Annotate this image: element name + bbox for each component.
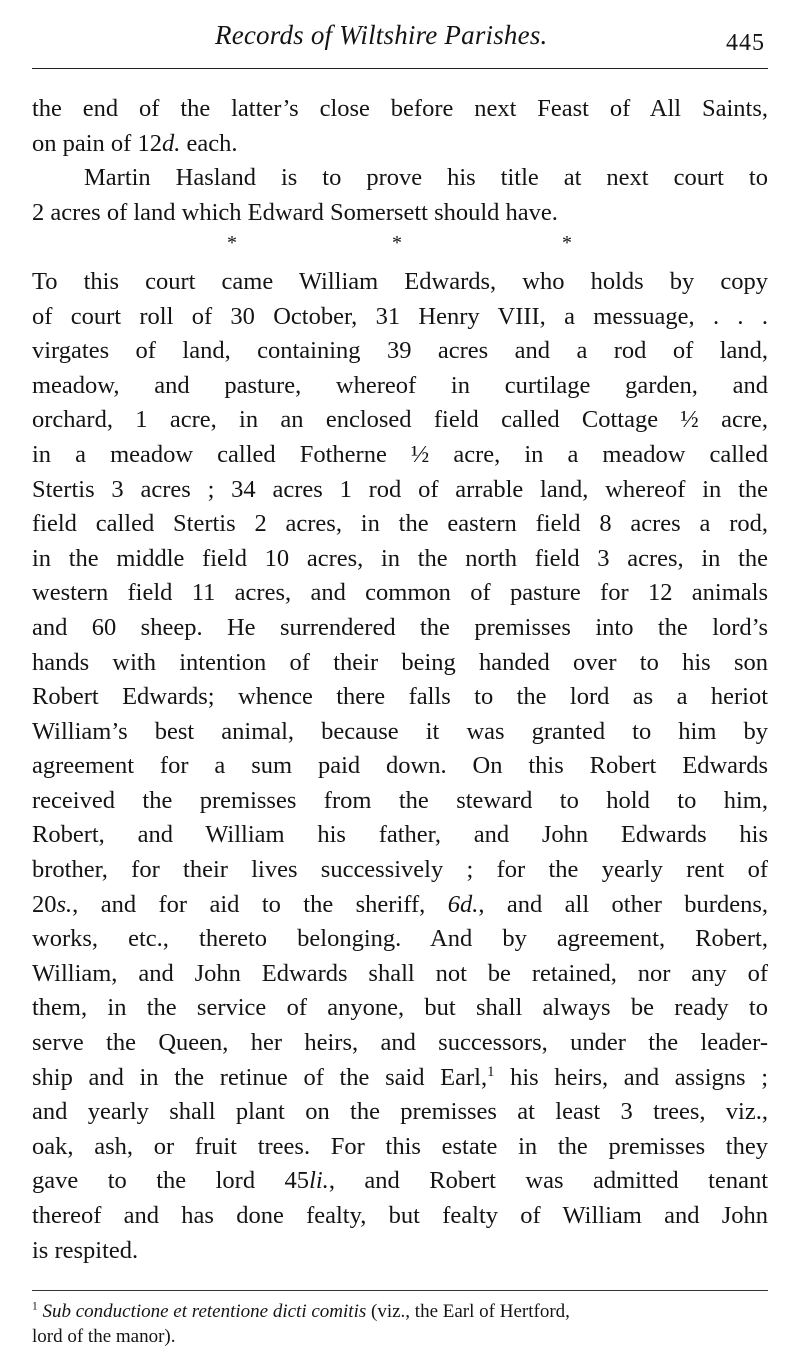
text-line: Robert, and William his father, and John Edwards his <box>32 821 768 849</box>
section-separator <box>32 224 768 259</box>
text-line: is respited. <box>32 1236 139 1264</box>
text-line: western field 11 acres, and common of pasture for 12 animals <box>32 579 768 607</box>
text-line: William’s best animal, because it was granted to him by <box>32 717 768 745</box>
footnote-marker: 1 <box>32 1300 38 1313</box>
text-line: 2 acres of land which Edward Somersett should have. <box>32 198 558 226</box>
running-head <box>0 20 800 60</box>
footnote-text: (viz., the Earl of Hertford, <box>366 1301 570 1322</box>
text-line: gave to the lord 45li., and Robert was admitted tenant <box>32 1167 769 1195</box>
body-text <box>32 92 768 1268</box>
text-line: brother, for their lives successively ; for the yearly rent of <box>32 856 768 884</box>
footnote-rule <box>32 1290 768 1291</box>
footnote-latin: Sub conductione et retentione dicti comitis <box>42 1301 367 1322</box>
text-line: virgates of land, containing 39 acres and a rod of land, <box>32 337 768 365</box>
footnote <box>32 1300 768 1349</box>
footnote-ref: 1 <box>487 1063 495 1080</box>
text-line: and yearly shall plant on the premisses at least 3 trees, viz., <box>32 1098 768 1126</box>
text-line: of court roll of 30 October, 31 Henry VIII, a messuage, . . . <box>32 302 768 330</box>
text-line: serve the Queen, her heirs, and successors, under the leader- <box>32 1029 768 1057</box>
text-line: the end of the latter’s close before next Feast of All Saints, <box>32 95 768 122</box>
running-title: Records of Wiltshire Parishes. <box>215 20 548 50</box>
text-line: William, and John Edwards shall not be retained, nor any of <box>32 959 768 987</box>
text-line: To this court came William Edwards, who holds by copy <box>32 267 768 295</box>
separator-star: * <box>227 232 237 255</box>
text-line: hands with intention of their being handed over to his son <box>32 648 768 676</box>
text-line: agreement for a sum paid down. On this Robert Edwards <box>32 752 768 780</box>
text-line: Martin Hasland is to prove his title at next court to <box>84 164 768 192</box>
text-line: in a meadow called Fotherne ½ acre, in a meadow called <box>32 440 768 468</box>
text-line: Stertis 3 acres ; 34 acres 1 rod of arrable land, whereof in the <box>32 475 768 503</box>
text-line: field called Stertis 2 acres, in the eastern field 8 acres a rod, <box>32 510 768 538</box>
text-line: and 60 sheep. He surrendered the premisses into the lord’s <box>32 613 768 641</box>
text-line: orchard, 1 acre, in an enclosed field called Cottage ½ acre, <box>32 406 768 434</box>
text-line: thereof and has done fealty, but fealty of William and John <box>32 1202 768 1229</box>
separator-star: * <box>562 232 572 255</box>
text-line: oak, ash, or fruit trees. For this estate in the premisses they <box>32 1132 768 1160</box>
page-number: 445 <box>726 30 765 56</box>
text-line: Robert Edwards; whence there falls to the lord as a heriot <box>32 683 768 711</box>
text-line: meadow, and pasture, whereof in curtilage garden, and <box>32 371 768 399</box>
text-line: 20s., and for aid to the sheriff, 6d., and all other burdens, <box>32 890 768 918</box>
header-rule <box>32 68 768 69</box>
text-line: in the middle field 10 acres, in the north field 3 acres, in the <box>32 544 768 572</box>
text-line: on pain of 12d. each. <box>32 129 238 157</box>
text-line: them, in the service of anyone, but shall always be ready to <box>32 994 768 1022</box>
footnote-line: lord of the manor). <box>32 1325 176 1347</box>
footnote-line <box>32 1300 768 1325</box>
text-line: ship and in the retinue of the said Earl,$^1$ his heirs, and assigns ; <box>32 1063 768 1091</box>
text-line: works, etc., thereto belonging. And by agreement, Robert, <box>32 925 768 953</box>
text-line: received the premisses from the steward to hold to him, <box>32 786 768 814</box>
separator-star: * <box>392 232 402 255</box>
